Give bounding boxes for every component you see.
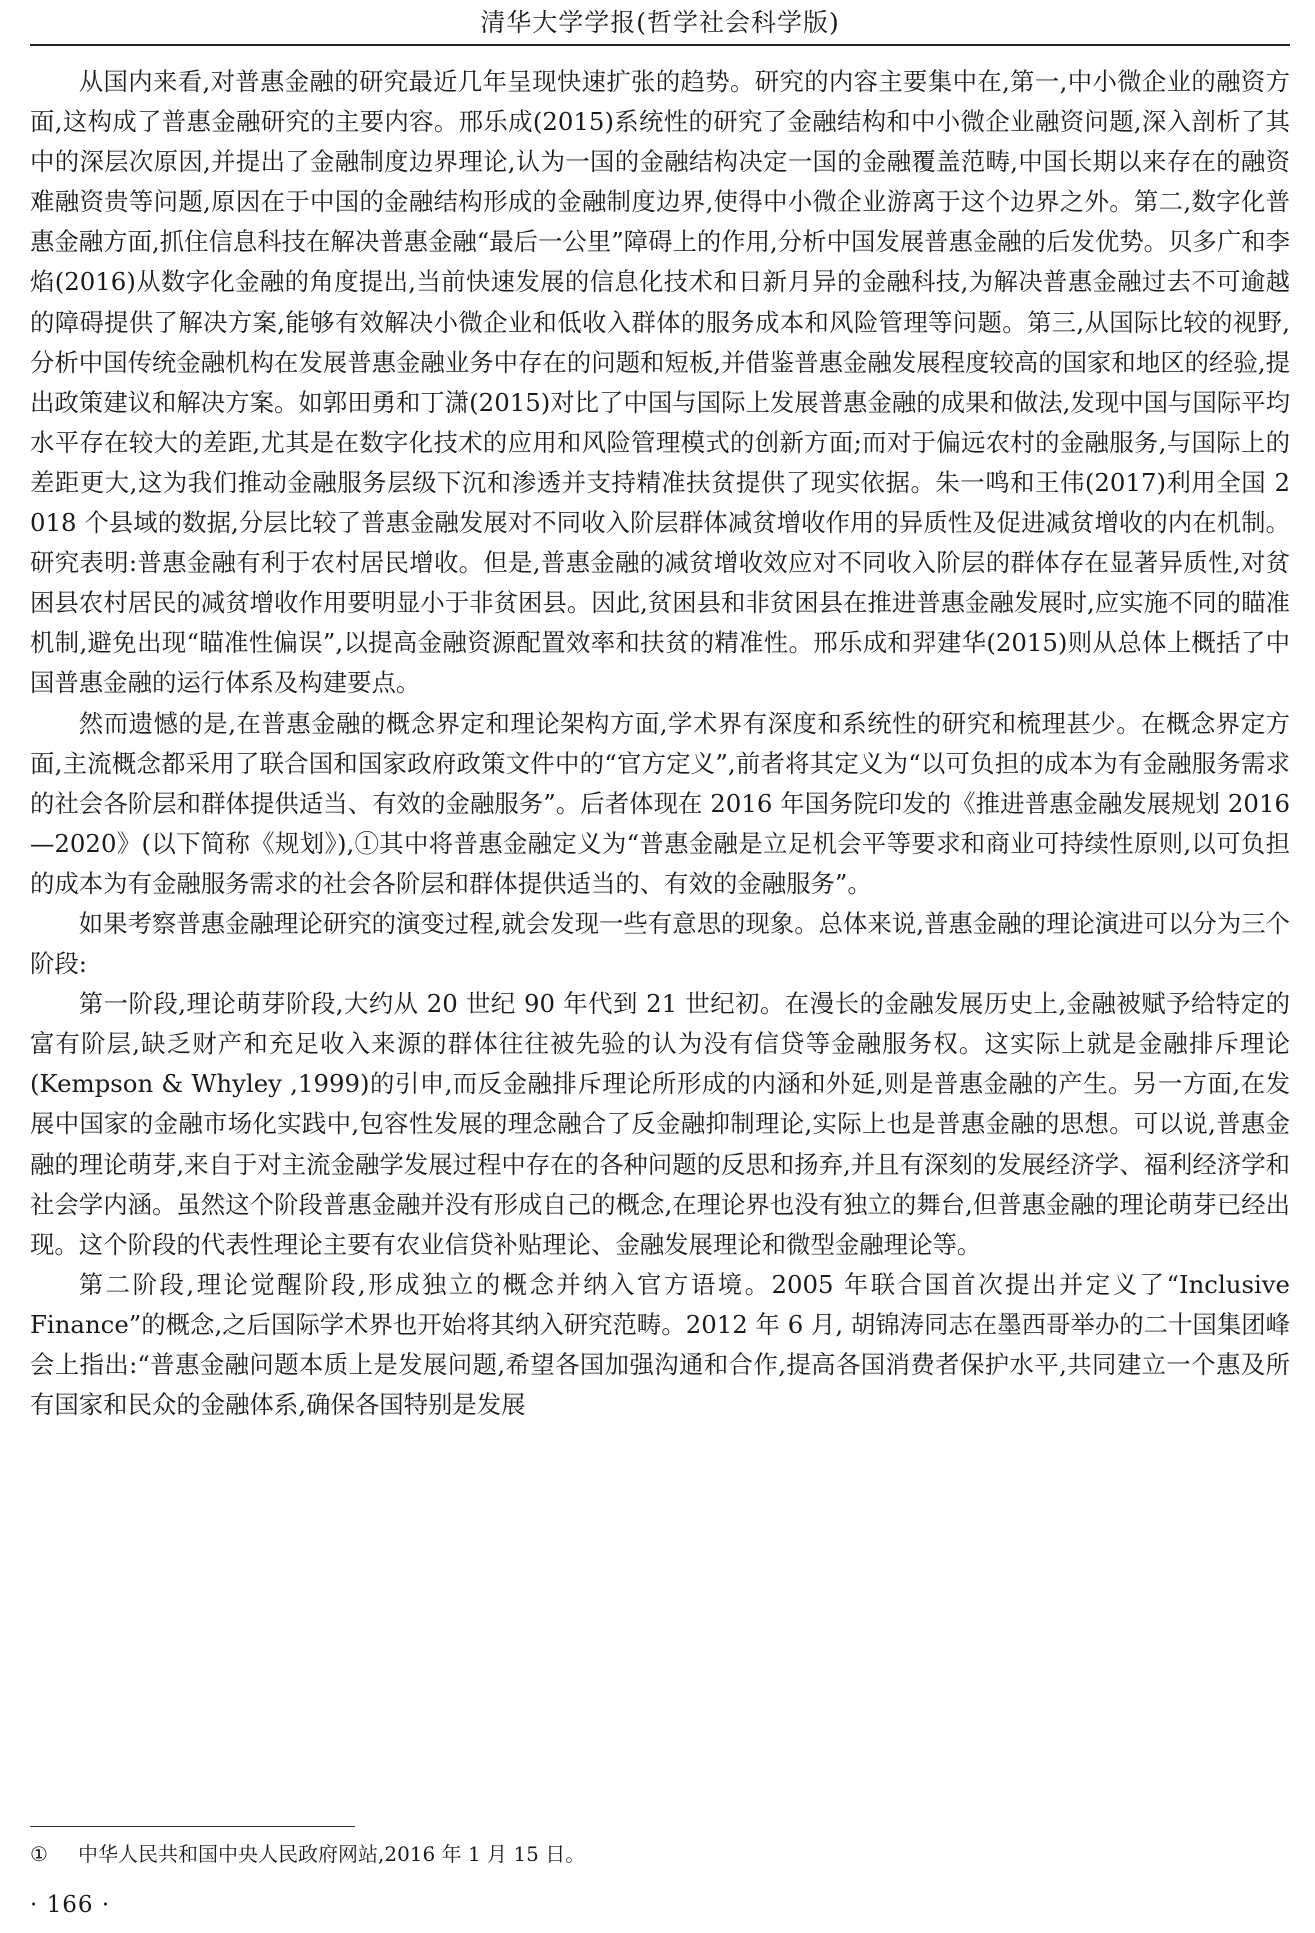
footnote-text: 中华人民共和国中央人民政府网站,2016 年 1 月 15 日。 bbox=[78, 1842, 586, 1866]
footnote-rule bbox=[30, 1826, 355, 1827]
footnote bbox=[30, 1841, 1290, 1867]
paragraph-domestic-research: 从国内来看,对普惠金融的研究最近几年呈现快速扩张的趋势。研究的内容主要集中在,第一,中小微企业的融资方面,这构成了普惠金融研究的主要内容。邢乐成(2015)系统性的研究了金融结构和中小微企业融资问题,深入剖析了其中的深层次原因,并提出了金融制度边界理论,认为一国的金融结构决定一国的金融覆盖范畴,中国长期以来存在的融资难融资贵等问题,原因在于中国的金融结构形成的金融制度边界,使得中小微企业游离于这个边界之外。第二,数字化普惠金融方面,抓住信息科技在解决普惠金融“最后一公里”障碍上的作用,分析中国发展普惠金融的后发优势。贝多广和李焰(2016)从数字化金融的角度提出,当前快速发展的信息化技术和日新月异的金融科技,为解决普惠金融过去不可逾越的障碍提供了解决方案,能够有效解决小微企业和低收入群体的服务成本和风险管理等问题。第三,从国际比较的视野,分析中国传统金融机构在发展普惠金融业务中存在的问题和短板,并借鉴普惠金融发展程度较高的国家和地区的经验,提出政策建议和解决方案。如郭田勇和丁潇(2015)对比了中国与国际上发展普惠金融的成果和做法,发现中国与国际平均水平存在较大的差距,尤其是在数字化技术的应用和风险管理模式的创新方面;而对于偏远农村的金融服务,与国际上的差距更大,这为我们推动金融服务层级下沉和渗透并支持精准扶贫提供了现实依据。朱一鸣和王伟(2017)利用全国 2 018 个县域的数据,分层比较了普惠金融发展对不同收入阶层群体减贫增收作用的异质性及促进减贫增收的内在机制。研究表明:普惠金融有利于农村居民增收。但是,普惠金融的减贫增收效应对不同收入阶层的群体存在显著异质性,对贫困县农村居民的减贫增收作用要明显小于非贫困县。因此,贫困县和非贫困县在推进普惠金融发展时,应实施不同的瞄准机制,避免出现“瞄准性偏误”,以提高金融资源配置效率和扶贫的精准性。邢乐成和羿建华(2015)则从总体上概括了中国普惠金融的运行体系及构建要点。 bbox=[30, 67, 1290, 698]
paragraph-concept-definition: 然而遗憾的是,在普惠金融的概念界定和理论架构方面,学术界有深度和系统性的研究和梳理甚少。在概念界定方面,主流概念都采用了联合国和国家政府政策文件中的“官方定义”,前者将其定义为“以可负担的成本为有金融服务需求的社会各阶层和群体提供适当、有效的金融服务”。后者体现在 2016 年国务院印发的《推进普惠金融发展规划 2016—2020》(以下简称《规划》),①其中将普惠金融定义为“普惠金融是立足机会平等要求和商业可持续性原则,以可负担的成本为有金融服务需求的社会各阶层和群体提供适当的、有效的金融服务”。 bbox=[30, 708, 1290, 898]
running-header: 清华大学学报(哲学社会科学版) bbox=[480, 8, 840, 37]
paragraph-stage-one: 第一阶段,理论萌芽阶段,大约从 20 世纪 90 年代到 21 世纪初。在漫长的金融发展历史上,金融被赋予给特定的富有阶层,缺乏财产和充足收入来源的群体往往被先验的认为没有信贷等金融服务权。这实际上就是金融排斥理论(Kempson & Whyley ,1999)的引申,而反金融排斥理论所形成的内涵和外延,则是普惠金融的产生。另一方面,在发展中国家的金融市场化实践中,包容性发展的理念融合了反金融抑制理论,实际上也是普惠金融的思想。可以说,普惠金融的理论萌芽,来自于对主流金融学发展过程中存在的各种问题的反思和扬弃,并且有深刻的发展经济学、福利经济学和社会学内涵。虽然这个阶段普惠金融并没有形成自己的概念,在理论界也没有独立的舞台,但普惠金融的理论萌芽已经出现。这个阶段的代表性理论主要有农业信贷补贴理论、金融发展理论和微型金融理论等。 bbox=[30, 989, 1290, 1259]
paragraph-stage-two: 第二阶段,理论觉醒阶段,形成独立的概念并纳入官方语境。2005 年联合国首次提出并定义了“Inclusive Finance”的概念,之后国际学术界也开始将其纳入研究范畴。2012 年 6 月, 胡锦涛同志在墨西哥举办的二十国集团峰会上指出:“普惠金融问题本质上是发展问题,希望各国加强沟通和合作,提高各国消费者保护水平,共同建立一个惠及所有国家和民众的金融体系,确保各国特别是发展 bbox=[30, 1269, 1290, 1420]
footnote-marker: ① bbox=[30, 1842, 48, 1866]
paragraph-theory-evolution: 如果考察普惠金融理论研究的演变过程,就会发现一些有意思的现象。总体来说,普惠金融的理论演进可以分为三个阶段: bbox=[30, 908, 1290, 979]
header-rule bbox=[30, 44, 1290, 46]
page-number: · 166 · bbox=[30, 1892, 111, 1918]
body-text bbox=[30, 62, 1290, 1425]
